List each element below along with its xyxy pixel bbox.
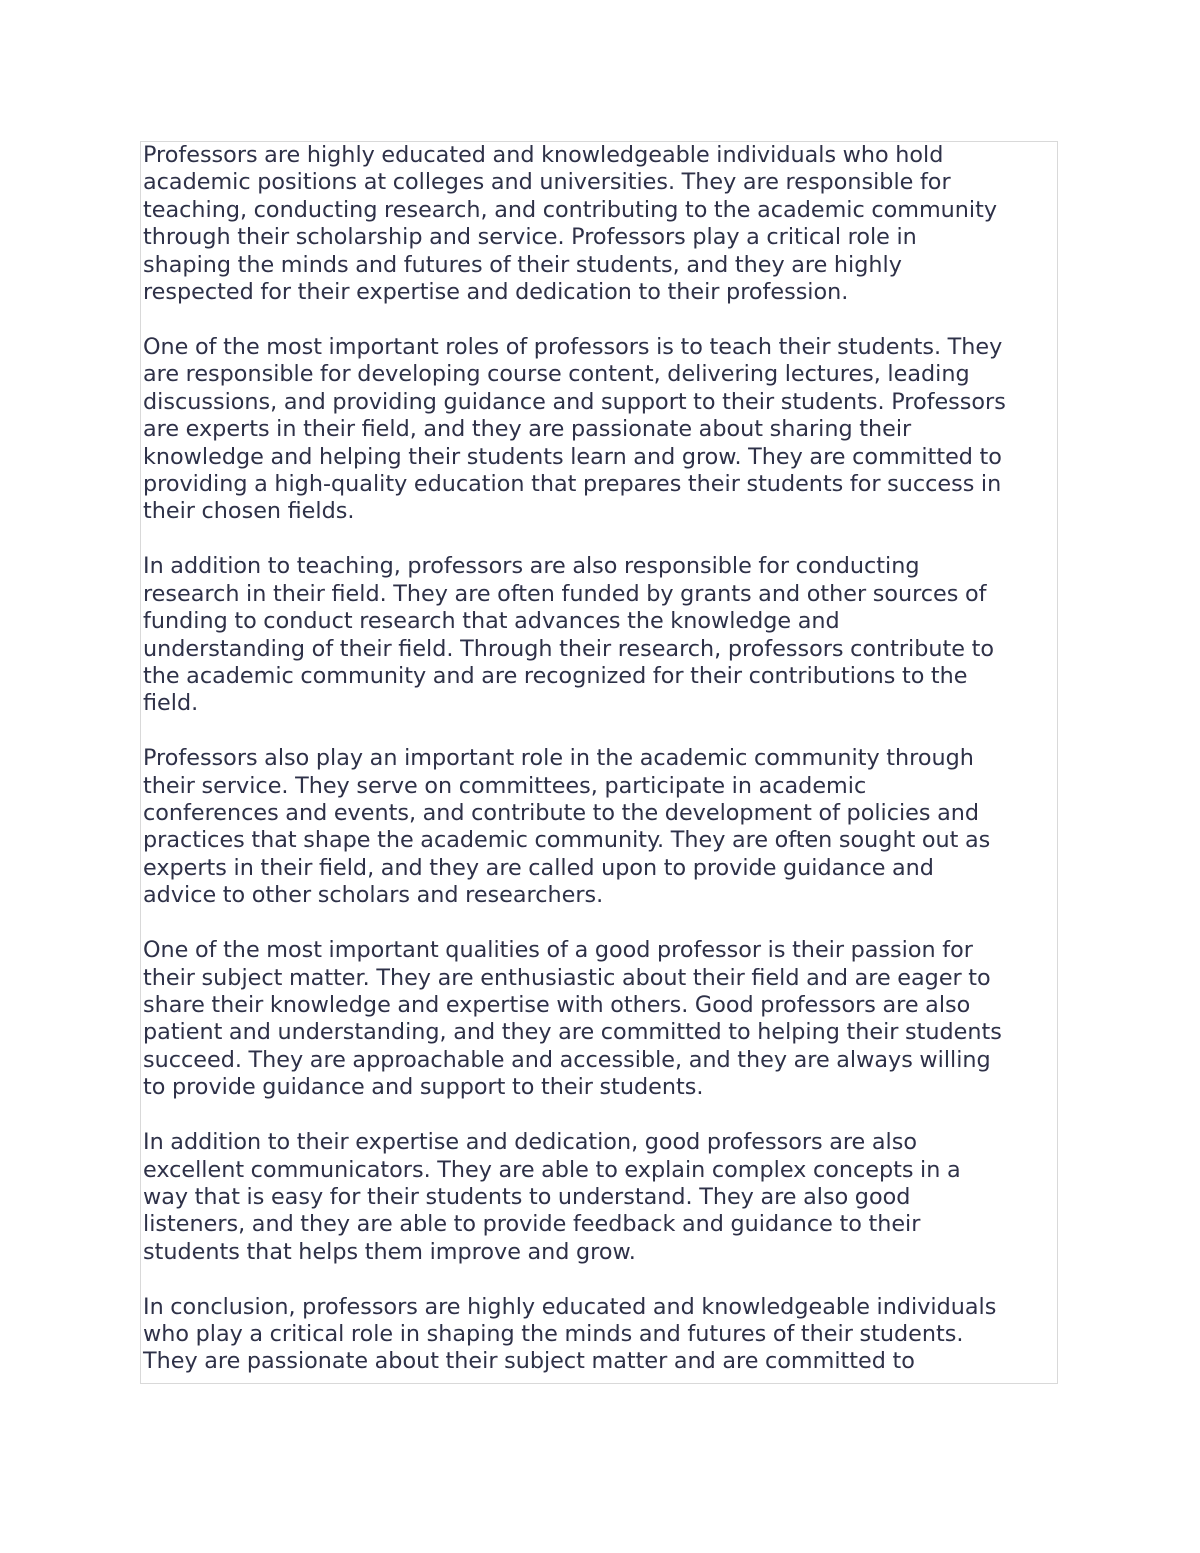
- paragraph: Professors also play an important role in the academic community through their service. They serve on committees, participate in academic conferences and events, and contribute to the development of policies and practices that shape the academic community. They are often sought out as experts in their field, and they are called upon to provide guidance and advice to other scholars and researchers.: [143, 745, 991, 909]
- paragraph: One of the most important qualities of a good professor is their passion for their subject matter. They are enthusiastic about their field and are eager to share their knowledge and expertise with others. Good professors are also patient and understanding, and they are committed to helping their students succeed. They are approachable and accessible, and they are always willing to provide guidance and support to their students.: [143, 937, 1002, 1101]
- document-text-box: [140, 141, 1058, 1384]
- paragraph: In conclusion, professors are highly educated and knowledgeable individuals who play a critical role in shaping the minds and futures of their students. They are passionate about their subject matter and are committed to: [143, 1293, 997, 1375]
- paragraph: In addition to teaching, professors are also responsible for conducting research in their field. They are often funded by grants and other sources of funding to conduct research that advances the knowledge and understanding of their field. Through their research, professors contribute to the academic community and are recognized for their contributions to the field.: [143, 553, 994, 717]
- paragraph: One of the most important roles of professors is to teach their students. They are responsible for developing course content, delivering lectures, leading discussions, and providing guidance and support to their students. Professors are experts in their field, and they are passionate about sharing their knowledge and helping their students learn and grow. They are committed to providing a high-quality education that prepares their students for success in their chosen fields.: [143, 333, 1006, 525]
- paragraph: In addition to their expertise and dedication, good professors are also excellent communicators. They are able to explain complex concepts in a way that is easy for their students to understand. They are also good listeners, and they are able to provide feedback and guidance to their students that helps them improve and grow.: [143, 1129, 961, 1265]
- paragraph: Professors are highly educated and knowledgeable individuals who hold academic positions at colleges and universities. They are responsible for teaching, conducting research, and contributing to the academic community through their scholarship and service. Professors play a critical role in shaping the minds and futures of their students, and they are highly respected for their expertise and dedication to their profession.: [143, 142, 998, 306]
